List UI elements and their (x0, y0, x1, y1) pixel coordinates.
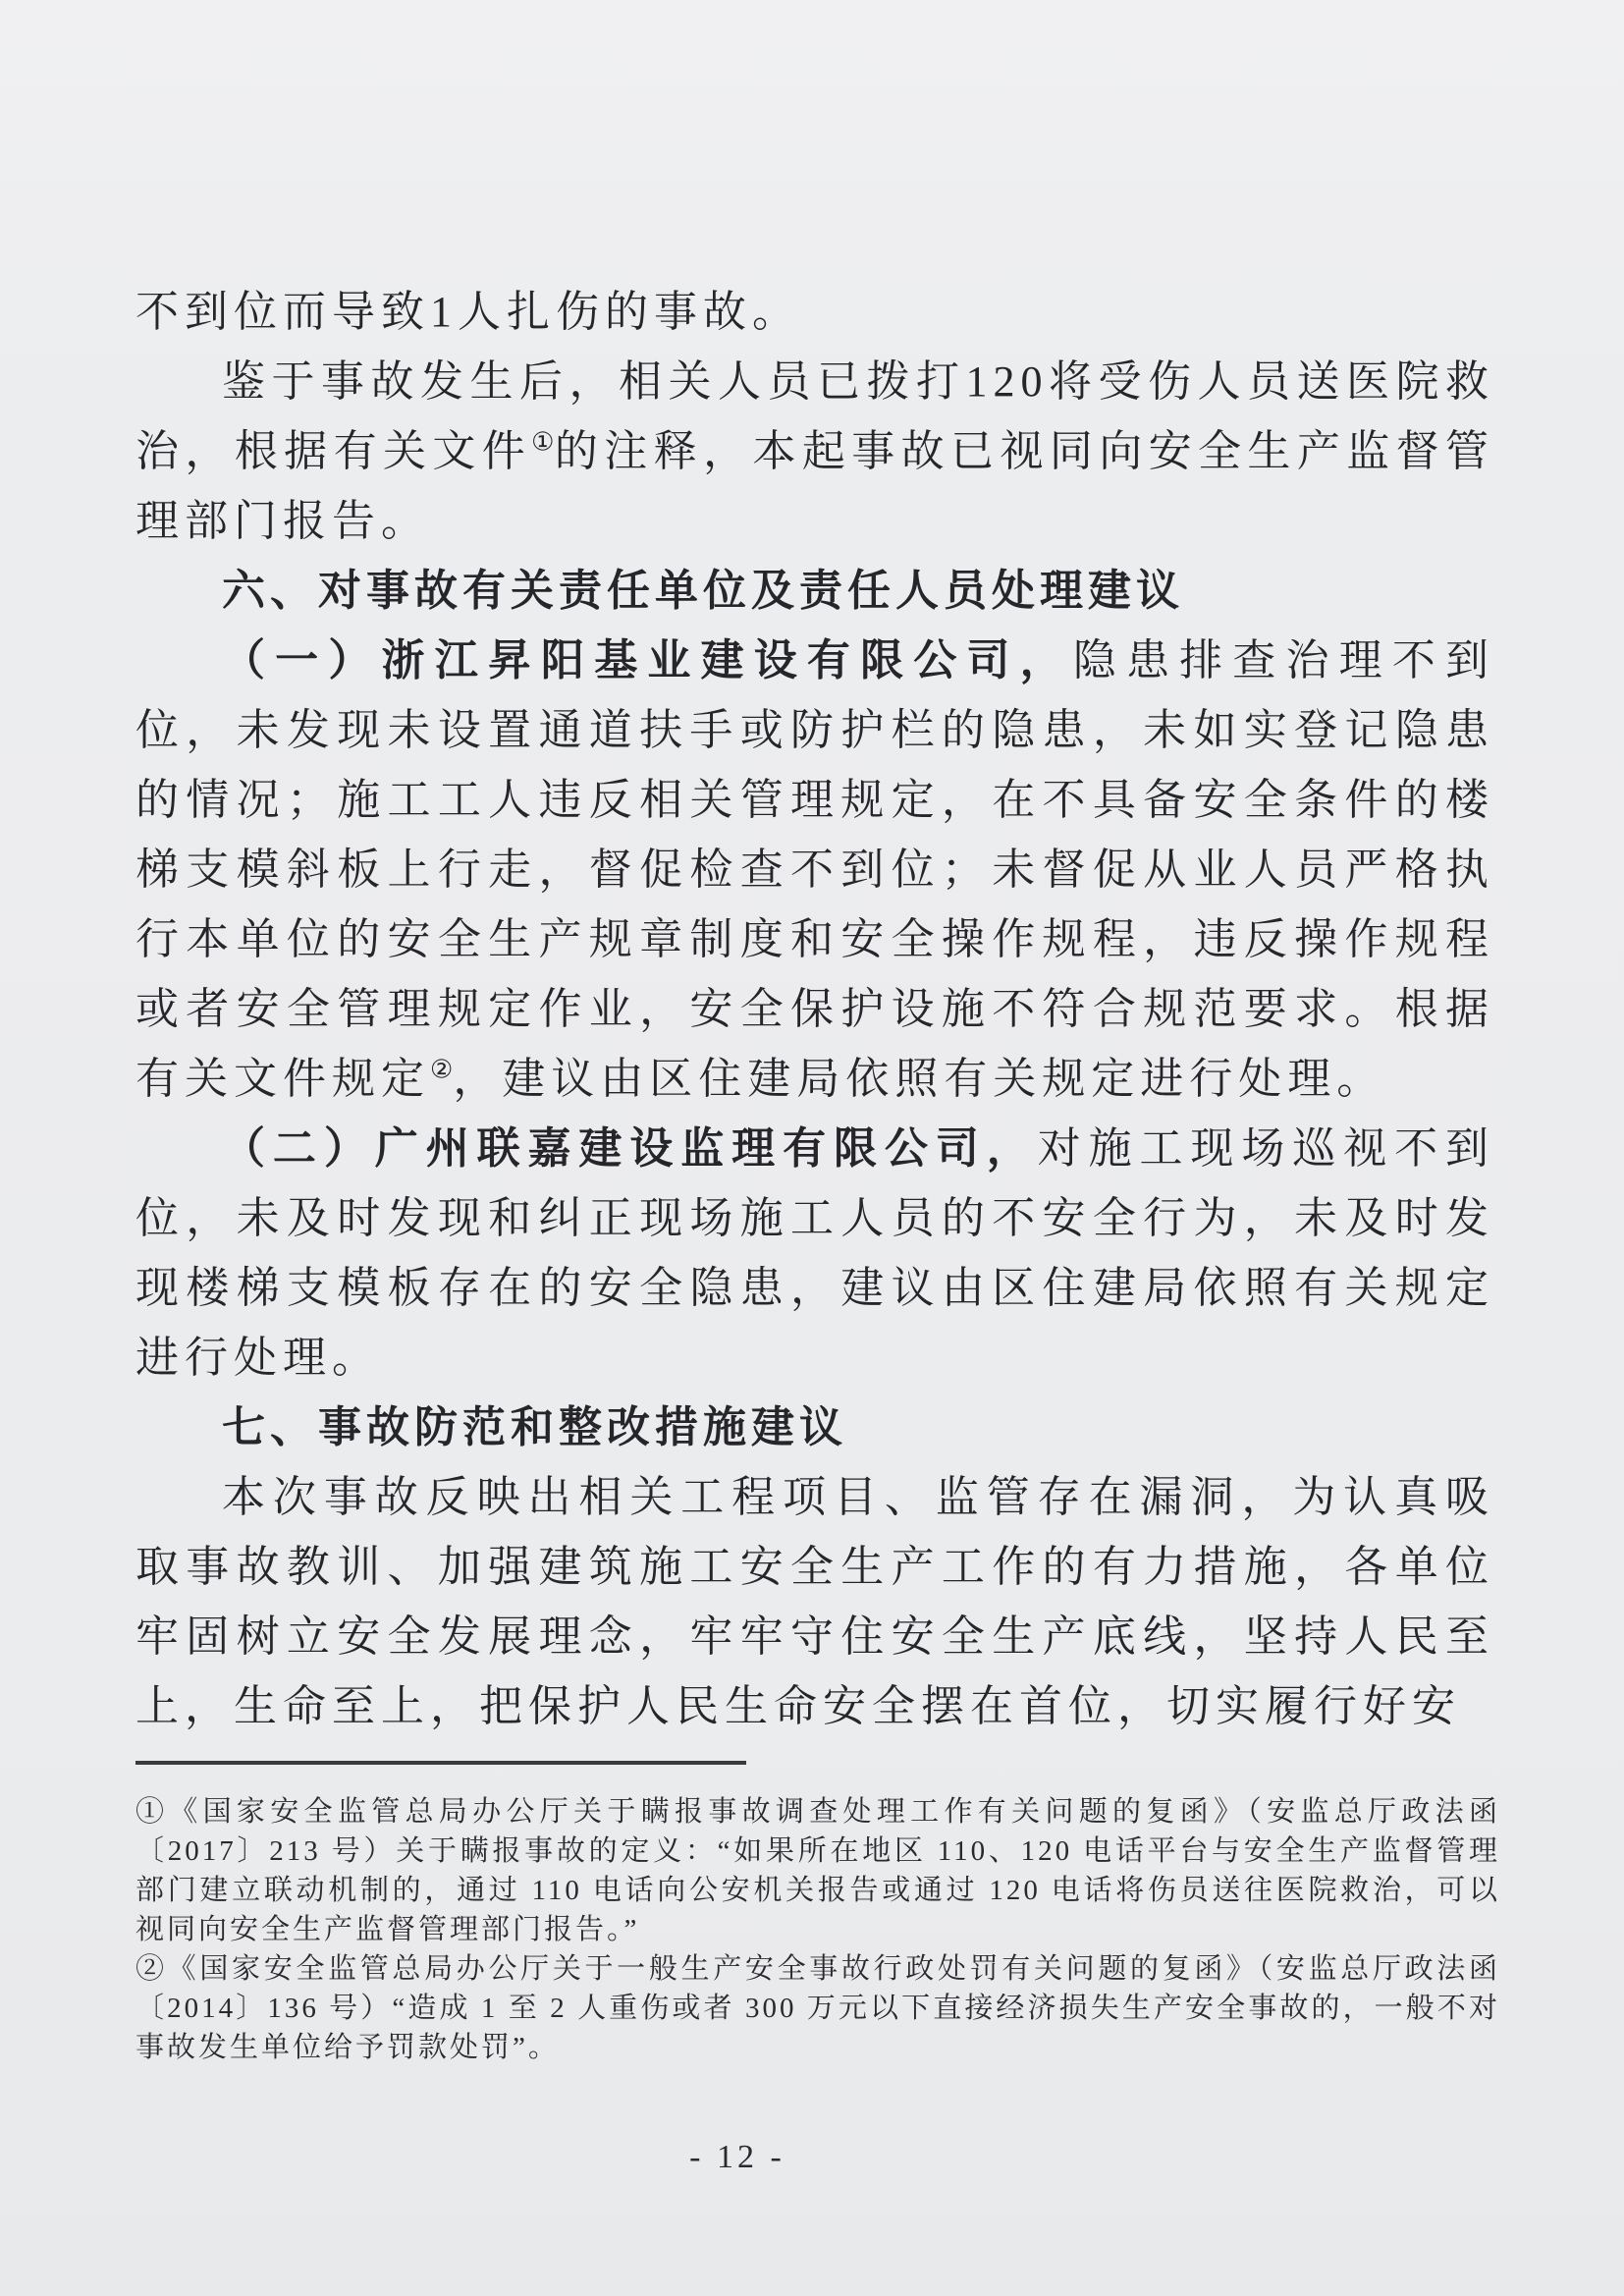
footnote-area (135, 1761, 1500, 2067)
prevention-intro-paragraph (135, 1462, 1494, 1741)
text-run: 不到位而导致1人扎伤的事故。 (135, 288, 801, 336)
text-run: 隐患排查治理不到位，未发现未设置通道扶手或防护栏的隐患，未如实登记隐患的情况；施工工人违反相关管理规定，在不具备安全条件的楼梯支模斜板上行走，督促检查不到位；未督促从业人员严格执行本单位的安全生产规章制度和安全操作规程，违反操作规程或者安全管理规定作业，安全保护设施不符合规范要求。根据有关文件规定 (135, 636, 1494, 1103)
text-run: ②《国家安全监管总局办公厅关于一般生产安全事故行政处罚有关问题的复函》（安监总厅政法函〔2014〕136 号）“造成 1 至 2 人重伤或者 300 万元以下直接经济损失生产安全事故的，一般不对事故发生单位给予罚款处罚”。 (135, 1953, 1500, 2063)
text-run: ①《国家安全监管总局办公厅关于瞒报事故调查处理工作有关问题的复函》（安监总厅政法函〔2017〕213 号）关于瞒报事故的定义：“如果所在地区 110、120 电话平台与安全生产监督管理部门建立联动机制的，通过 110 电话向公安机关报告或通过 120 电话将伤员送往医院救治，可以视同向安全生产监督管理部门报告。” (135, 1796, 1500, 1945)
text-run: 六、对事故有关责任单位及责任人员处理建议 (222, 567, 1184, 615)
footnote-separator-rule (135, 1761, 746, 1765)
footnote-reference-mark: ① (531, 427, 555, 457)
report-status-paragraph (135, 347, 1494, 556)
continuation-line (135, 277, 1494, 347)
text-run: 的注释，本起事故已视同向安全生产监督管理部门报告。 (135, 427, 1495, 545)
responsible-unit-2-paragraph (135, 1114, 1494, 1393)
section-6-heading (135, 556, 1494, 626)
page-number: - 12 - (689, 2139, 785, 2175)
text-run: 鉴于事故发生后，相关人员已拨打120将受伤人员送医院救治，根据有关文件 (135, 357, 1494, 475)
footnote-reference-mark: ② (430, 1055, 454, 1084)
text-run: （二）广州联嘉建设监理有限公司， (222, 1124, 1038, 1173)
section-7-heading (135, 1393, 1494, 1462)
text-run: 七、事故防范和整改措施建议 (222, 1403, 847, 1451)
footnote-list (135, 1792, 1500, 2067)
text-run: 对施工现场巡视不到位，未及时发现和纠正现场施工人员的不安全行为，未及时发现楼梯支模板存在的安全隐患，建议由区住建局依照有关规定进行处理。 (135, 1124, 1495, 1382)
text-run: ，建议由区住建局依照有关规定进行处理。 (453, 1055, 1386, 1103)
document-body (135, 277, 1494, 1741)
footnote-1 (135, 1792, 1500, 1949)
text-run: 本次事故反映出相关工程项目、监管存在漏洞，为认真吸取事故教训、加强建筑施工安全生产工作的有力措施，各单位牢固树立安全发展理念，牢牢守住安全生产底线，坚持人民至上，生命至上，把保护人民生命安全摆在首位，切实履行好安 (135, 1473, 1494, 1730)
footnote-2 (135, 1949, 1500, 2067)
text-run: （一）浙江昇阳基业建设有限公司， (222, 636, 1073, 684)
responsible-unit-1-paragraph (135, 626, 1494, 1114)
